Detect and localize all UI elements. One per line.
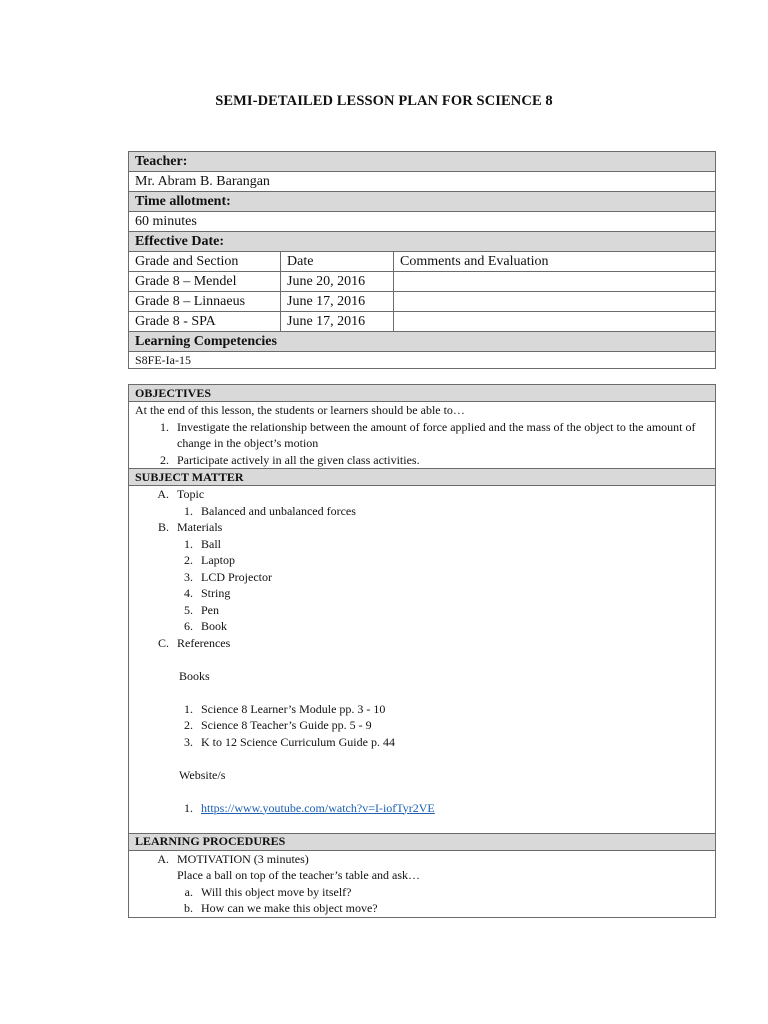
- list-number: 1.: [184, 800, 193, 815]
- grade-section-cell: Grade 8 - SPA: [129, 312, 281, 332]
- book-text: Science 8 Teacher’s Guide pp. 5 - 9: [201, 718, 372, 732]
- list-item: [135, 602, 709, 619]
- material-text: Book: [201, 619, 228, 633]
- list-item: [135, 536, 709, 553]
- material-text: Laptop: [201, 553, 235, 567]
- column-header: Date: [281, 252, 394, 272]
- schedule-header-row: [129, 252, 716, 272]
- list-number: 1.: [184, 503, 193, 518]
- date-cell: June 20, 2016: [281, 272, 394, 292]
- list-letter: a.: [184, 884, 193, 899]
- list-item: [135, 503, 709, 520]
- question-text: How can we make this object move?: [201, 901, 378, 915]
- section-label: Topic: [177, 487, 205, 501]
- book-text: K to 12 Science Curriculum Guide p. 44: [201, 734, 395, 749]
- date-cell: June 17, 2016: [281, 292, 394, 312]
- list-number: 6.: [184, 619, 193, 633]
- learning-competencies-label: Learning Competencies: [129, 332, 716, 352]
- list-number: 2.: [184, 553, 193, 567]
- list-item: [135, 452, 709, 469]
- section-letter: B.: [157, 520, 169, 534]
- lesson-info-table: [128, 151, 716, 369]
- list-item: [135, 569, 709, 586]
- teacher-name: Mr. Abram B. Barangan: [129, 172, 716, 192]
- date-cell: June 17, 2016: [281, 312, 394, 332]
- comments-cell: [394, 272, 716, 292]
- lesson-body-table: [128, 384, 716, 918]
- competency-code: S8FE-Ia-15: [129, 352, 716, 369]
- section-letter: C.: [157, 635, 169, 650]
- material-text: LCD Projector: [201, 569, 272, 584]
- section-item-topic: [135, 486, 709, 503]
- objectives-section: [129, 402, 716, 469]
- list-item: [135, 552, 709, 569]
- list-item: [135, 900, 709, 917]
- grade-section-cell: Grade 8 – Linnaeus: [129, 292, 281, 312]
- list-number: 3.: [184, 569, 193, 584]
- objective-text: Investigate the relationship between the amount of force applied and the mass of the object to the amount of change in the object’s motion: [177, 419, 696, 450]
- table-row: [129, 272, 716, 292]
- section-item-materials: [135, 519, 709, 536]
- list-number: 2.: [184, 718, 193, 732]
- learning-procedures-header: LEARNING PROCEDURES: [129, 833, 716, 850]
- column-header: Grade and Section: [129, 252, 281, 272]
- comments-cell: [394, 292, 716, 312]
- websites-label: Website/s: [179, 767, 226, 782]
- material-text: Ball: [201, 536, 221, 551]
- document-title: SEMI-DETAILED LESSON PLAN FOR SCIENCE 8: [215, 93, 553, 109]
- list-number: 1.: [184, 701, 193, 716]
- question-text: Will this object move by itself?: [201, 884, 352, 899]
- list-item: [135, 734, 709, 751]
- section-item-motivation: [135, 851, 709, 868]
- time-allotment-value: 60 minutes: [129, 212, 716, 232]
- book-text: Science 8 Learner’s Module pp. 3 - 10: [201, 701, 386, 716]
- list-item: [135, 419, 709, 452]
- list-item: [135, 800, 709, 817]
- section-label: References: [177, 635, 231, 650]
- list-number: 1.: [184, 536, 193, 551]
- section-label: MOTIVATION (3 minutes): [177, 851, 309, 866]
- list-item: [135, 884, 709, 901]
- list-number: 4.: [184, 586, 193, 600]
- table-row: [129, 312, 716, 332]
- table-row: [129, 292, 716, 312]
- grade-section-cell: Grade 8 – Mendel: [129, 272, 281, 292]
- list-letter: b.: [184, 901, 193, 915]
- objective-text: Participate actively in all the given class activities.: [177, 452, 420, 467]
- section-label: Materials: [177, 520, 223, 534]
- time-allotment-label: Time allotment:: [129, 192, 716, 212]
- section-item-references: [135, 635, 709, 652]
- learning-procedures-section: [129, 850, 716, 917]
- teacher-label: Teacher:: [129, 152, 716, 172]
- list-number: 5.: [184, 602, 193, 617]
- material-text: String: [201, 586, 231, 600]
- list-number: 3.: [184, 734, 193, 749]
- objectives-intro: At the end of this lesson, the students or learners should be able to…: [135, 403, 465, 417]
- list-item: [135, 585, 709, 602]
- website-link[interactable]: https://www.youtube.com/watch?v=I-iofTyr2VE: [201, 800, 435, 815]
- section-letter: A.: [157, 851, 169, 866]
- topic-text: Balanced and unbalanced forces: [201, 503, 356, 518]
- list-number: 1.: [160, 419, 169, 434]
- objectives-header: OBJECTIVES: [129, 385, 716, 402]
- subject-matter-section: [129, 486, 716, 834]
- list-number: 2.: [160, 452, 169, 467]
- list-item: [135, 717, 709, 734]
- list-item: [135, 701, 709, 718]
- books-label: Books: [179, 668, 210, 683]
- motivation-instruction: Place a ball on top of the teacher’s table and ask…: [177, 868, 421, 882]
- section-letter: A.: [157, 487, 169, 501]
- comments-cell: [394, 312, 716, 332]
- subject-matter-header: SUBJECT MATTER: [129, 469, 716, 486]
- column-header: Comments and Evaluation: [394, 252, 716, 272]
- list-item: [135, 618, 709, 635]
- effective-date-label: Effective Date:: [129, 232, 716, 252]
- material-text: Pen: [201, 602, 219, 617]
